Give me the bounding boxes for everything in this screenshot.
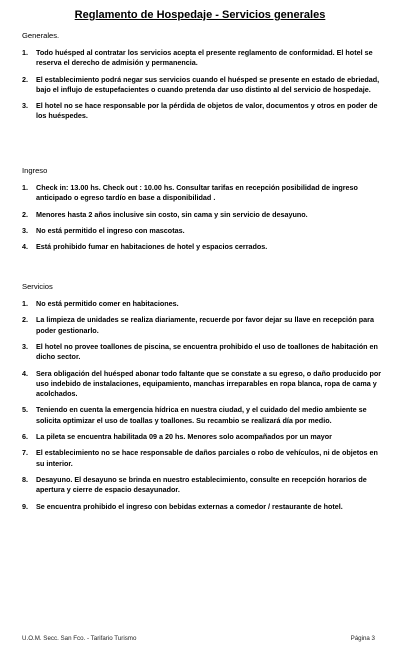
item-number: 1. (22, 183, 28, 192)
item-number: 1. (22, 299, 28, 308)
item-number: 9. (22, 501, 28, 511)
item-text: El establecimiento no se hace responsable de daños parciales o robo de vehículos, ni de objetos en su interior. (36, 448, 378, 468)
item-number: 1. (22, 48, 28, 57)
page-title: Reglamento de Hospedaje - Servicios generales (74, 9, 326, 21)
rules-list (22, 183, 386, 253)
rules-list (22, 299, 386, 512)
item-text: Check in: 13.00 hs. Check out : 10.00 hs. Consultar tarifas en recepción posibilidad de ingreso anticipado o egreso tardío en base a disponibilidad . (36, 183, 358, 203)
item-text: Se encuentra prohibido el ingreso con bebidas externas a comedor / restaurante de hotel. (36, 501, 343, 511)
item-number: 7. (22, 448, 28, 458)
list-item (22, 448, 386, 468)
section-heading: Generales. (22, 31, 60, 40)
list-item (22, 369, 386, 400)
item-number: 3. (22, 101, 28, 111)
page-footer (22, 635, 375, 642)
section-heading: Ingreso (22, 166, 48, 175)
list-item (22, 502, 386, 512)
item-number: 3. (22, 341, 28, 351)
item-text: Menores hasta 2 años inclusive sin costo, sin cama y sin servicio de desayuno. (36, 209, 308, 219)
list-item (22, 342, 386, 362)
list-item (22, 242, 386, 252)
footer-left-text: U.O.M. Secc. San Fco. - Tarifario Turismo (22, 635, 137, 642)
item-text: No está permitido el ingreso con mascotas. (36, 225, 185, 235)
item-text: La limpieza de unidades se realiza diariamente, recuerde por favor dejar su llave en recepción para poder gestionarlo. (36, 315, 374, 335)
item-text: Todo huésped al contratar los servicios acepta el presente reglamento de conformidad. El hotel se reserva el derecho de admisión y permanencia. (36, 48, 373, 68)
section-ingreso (22, 166, 386, 253)
list-item (22, 405, 386, 425)
item-number: 4. (22, 242, 28, 252)
item-text: No está permitido comer en habitaciones. (36, 299, 179, 308)
section-heading: Servicios (22, 282, 53, 291)
list-item (22, 75, 386, 95)
item-number: 2. (22, 74, 28, 84)
item-text: El hotel no provee toallones de piscina, se encuentra prohibido el uso de toallones de habitación en dicho sector. (36, 341, 378, 362)
list-item (22, 183, 386, 203)
item-text: Teniendo en cuenta la emergencia hídrica en nuestra ciudad, y el cuidado del medio ambiente se solicita optimizar el uso de toallas y toallones. Su recambio se realizará día por medio. (36, 405, 367, 425)
item-number: 5. (22, 405, 28, 415)
list-item (22, 226, 386, 236)
item-text: Sera obligación del huésped abonar todo faltante que se constate a su egreso, o daño producido por uso indebido de instalaciones, equipamiento, manchas irreparables en ropa blanca, ropa de cama y acolchados. (36, 368, 382, 398)
item-text: El establecimiento podrá negar sus servicios cuando el huésped se presente en estado de ebriedad, bajo el influjo de estupefacientes o cuando pretenda dar uso distinto al del servicio de hospedaje. (36, 74, 380, 94)
item-number: 3. (22, 225, 28, 235)
list-item (22, 48, 386, 68)
item-text: El hotel no se hace responsable por la pérdida de objetos de valor, documentos y otros en poder de los huéspedes. (36, 101, 378, 121)
item-number: 8. (22, 474, 28, 484)
item-text: Desayuno. El desayuno se brinda en nuestro establecimiento, consulte en recepción horarios de apertura y cierre de espacio desayunador. (36, 474, 367, 495)
item-number: 4. (22, 368, 28, 378)
item-number: 2. (22, 209, 28, 219)
section-servicios (22, 282, 386, 512)
rules-list (22, 48, 386, 122)
section-generales (22, 31, 386, 122)
list-item (22, 432, 386, 442)
item-number: 2. (22, 315, 28, 325)
page-number: Página 3 (350, 635, 375, 642)
item-text: Está prohibido fumar en habitaciones de hotel y espacios cerrados. (36, 242, 268, 252)
list-item (22, 210, 386, 220)
list-item (22, 299, 386, 309)
list-item (22, 475, 386, 495)
item-text: La pileta se encuentra habilitada 09 a 20 hs. Menores solo acompañados por un mayor (36, 431, 332, 441)
list-item (22, 101, 386, 121)
list-item (22, 315, 386, 335)
item-number: 6. (22, 431, 28, 441)
